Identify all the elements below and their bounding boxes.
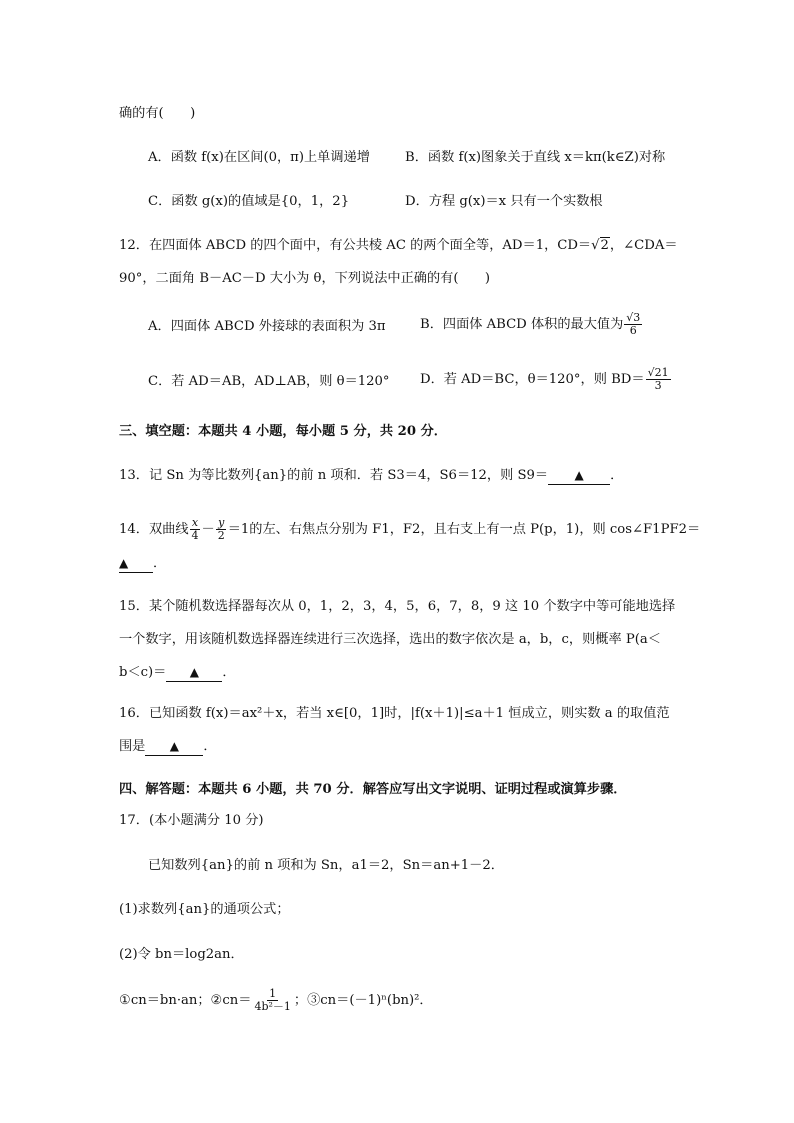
q12-stem-text: 12．在四面体 ABCD 的四个面中，有公共棱 AC 的两个面全等，AD＝1，CD＝: [119, 238, 592, 253]
fraction-denominator: 6: [629, 324, 637, 337]
fraction-x: $\frac{x}{4}$: [191, 516, 199, 542]
q12-stem-line1: [119, 237, 678, 255]
q15-line3: b＜c)＝ ▲ ．: [119, 665, 236, 680]
fraction: [624, 312, 642, 337]
fraction-denominator: 3: [654, 379, 662, 392]
sqrt-radicand: 2: [600, 238, 609, 253]
q11-option-c: C．函数 g(x)的值域是{0，1，2}: [148, 194, 350, 209]
q17-options-a: ①cn＝bn·an；②cn＝: [119, 993, 252, 1008]
q13-stem: 13．记 Sn 为等比数列{an}的前 n 项和．若 S3＝4，S6＝12，则 S9＝: [119, 468, 549, 483]
fraction-numerator: √3: [626, 311, 641, 324]
q16-line1: 16．已知函数 f(x)＝ax²＋x，若当 x∈[0，1]时，|f(x＋1)|≤a＋1 恒成立，则实数 a 的取值范: [119, 706, 670, 721]
q17-header: 17．(本小题满分 10 分): [119, 813, 264, 828]
q11-option-b: B．函数 f(x)图象关于直线 x＝kπ(k∈Z)对称: [405, 150, 666, 165]
q15-line3-text: b＜c)＝: [119, 665, 167, 680]
answer-blank: [145, 738, 203, 756]
q14-text: 14．双曲线 $\frac{x}{4}$ － $\frac{y}{2}$ ＝1的左、右焦点分别为 F1，F2，且右支上有一点 P(p，1)，则 cos∠F1PF2＝: [119, 516, 701, 542]
q12-option-d-text: D．若 AD＝BC，θ＝120°，则 BD＝: [420, 372, 645, 387]
q16-line2-text: 围是: [119, 739, 146, 754]
fraction: [252, 988, 292, 1013]
q15-line2: 一个数字，用该随机数选择器连续进行三次选择，选出的数字依次是 a，b，c，则概率 P(a＜: [119, 632, 661, 647]
q15-line1: 15．某个随机数选择器每次从 0，1，2，3，4，5，6，7，8，9 这 10 个数字中等可能地选择: [119, 599, 676, 614]
answer-blank: [548, 467, 610, 485]
q13-text: 13．记 Sn 为等比数列{an}的前 n 项和．若 S3＝4，S6＝12，则 S9＝ ▲ ．: [119, 468, 624, 483]
fraction-y: $\frac{y}{2}$: [217, 516, 225, 542]
fraction-numerator: 1: [269, 987, 277, 1000]
section-heading-solution: 四、解答题：本题共 6 小题，共 70 分．解答应写出文字说明、证明过程或演算步骤．: [119, 782, 627, 797]
q17-options-b: ；③cn＝(－1)ⁿ(bn)²．: [293, 993, 433, 1008]
q12-option-a: A．四面体 ABCD 外接球的表面积为 3π: [148, 319, 386, 334]
sqrt-radicand: 21: [654, 366, 669, 379]
q12-option-b-text: B．四面体 ABCD 体积的最大值为: [420, 317, 624, 332]
answer-blank: [166, 664, 222, 682]
q12-option-c: C．若 AD＝AB，AD⊥AB，则 θ＝120°: [148, 374, 390, 389]
q17-part2: (2)令 bn＝log2an．: [119, 947, 244, 962]
triangle-icon: ▲: [189, 665, 199, 679]
q12-option-b: [420, 312, 643, 337]
sqrt-radicand: 3: [633, 311, 641, 324]
fraction-denominator: 4b²－1: [254, 1000, 291, 1013]
fraction-numerator: √21: [647, 366, 669, 379]
q14-stem-pre: 14．双曲线: [119, 522, 189, 537]
q14-answer-line: ▲ ．: [119, 556, 167, 571]
q17-part1: (1)求数列{an}的通项公式；: [119, 902, 290, 917]
triangle-icon: ▲: [574, 468, 584, 482]
q11-options-prompt: 确的有( ): [119, 106, 196, 121]
q11-option-a: A．函数 f(x)在区间(0，π)上单调递增: [148, 150, 370, 165]
answer-blank: [119, 555, 153, 573]
q12-stem-tail: ，∠CDA＝: [609, 238, 678, 253]
q11-option-d: D．方程 g(x)＝x 只有一个实数根: [405, 194, 603, 209]
triangle-icon: ▲: [119, 556, 129, 570]
q17-given: 已知数列{an}的前 n 项和为 Sn，a1＝2，Sn＝an+1－2．: [148, 858, 504, 873]
section-heading-fill-in: 三、填空题：本题共 4 小题，每小题 5 分，共 20 分．: [119, 424, 447, 439]
sqrt-symbol: √2: [591, 238, 609, 253]
q12-option-d: [420, 367, 672, 392]
q12-stem-line2: 90°，二面角 B－AC－D 大小为 θ，下列说法中正确的有( ): [119, 271, 490, 286]
fraction: [646, 367, 671, 392]
triangle-icon: ▲: [169, 739, 179, 753]
q16-line2: 围是 ▲ ．: [119, 739, 217, 754]
q14-stem-mid: ＝1的左、右焦点分别为 F1，F2，且右支上有一点 P(p，1)，则 cos∠F1PF2＝: [227, 522, 701, 537]
q17-options: [119, 988, 433, 1013]
